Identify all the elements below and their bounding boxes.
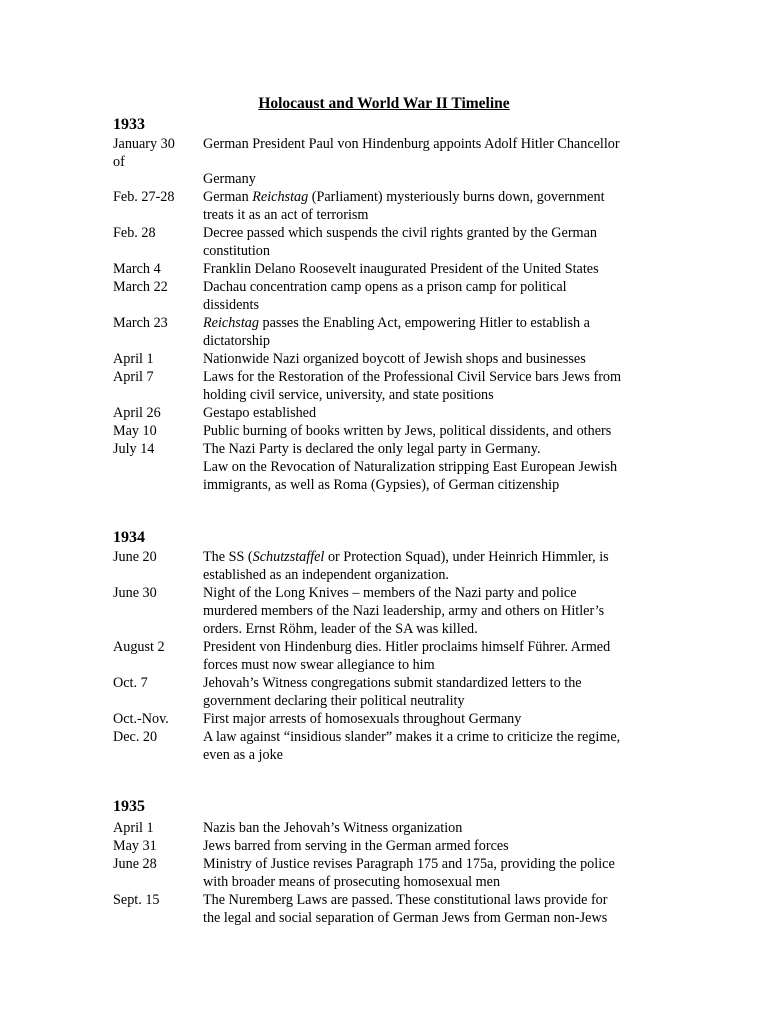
entry-date: June 20: [113, 549, 157, 565]
timeline-entry: [113, 404, 653, 422]
entry-date: April 1: [113, 351, 154, 367]
entry-text: orders. Ernst Röhm, leader of the SA was killed.: [203, 621, 478, 637]
entry-text: constitution: [203, 243, 270, 259]
entry-text: murdered members of the Nazi leadership, army and others on Hitler’s: [203, 603, 605, 619]
entry-date: January 30: [113, 136, 175, 152]
timeline-section-1933: [113, 135, 653, 494]
entry-text: Laws for the Restoration of the Professional Civil Service bars Jews from: [203, 369, 622, 385]
entry-text: immigrants, as well as Roma (Gypsies), of German citizenship: [203, 477, 560, 493]
timeline-section-1935: [113, 819, 653, 927]
entry-text: Dachau concentration camp opens as a prison camp for political: [203, 279, 567, 295]
timeline-entry: [113, 224, 653, 260]
entry-date: Sept. 15: [113, 892, 160, 908]
entry-text: dictatorship: [203, 333, 270, 349]
entry-date: June 28: [113, 856, 157, 872]
timeline-entry: [113, 368, 653, 404]
entry-text: Jehovah’s Witness congregations submit standardized letters to the: [203, 675, 582, 691]
timeline-section-1934: [113, 548, 653, 764]
entry-date: Feb. 28: [113, 225, 156, 241]
year-heading-1933: 1933: [113, 116, 145, 133]
timeline-entry: [113, 674, 653, 710]
entry-text: First major arrests of homosexuals throughout Germany: [203, 711, 522, 727]
entry-text: Reichstag passes the Enabling Act, empowering Hitler to establish a: [203, 315, 590, 331]
timeline-entry: [113, 584, 653, 638]
timeline-entry: [113, 188, 653, 224]
entry-text: dissidents: [203, 297, 259, 313]
entry-date: March 22: [113, 279, 168, 295]
entry-text: German President Paul von Hindenburg appoints Adolf Hitler Chancellor: [203, 136, 620, 152]
entry-text: Germany: [203, 171, 256, 187]
timeline-entry: [113, 153, 653, 171]
entry-text: The SS (Schutzstaffel or Protection Squad), under Heinrich Himmler, is: [203, 549, 609, 565]
document-title: Holocaust and World War II Timeline: [258, 95, 510, 112]
timeline-entry: [113, 855, 653, 891]
entry-text: treats it as an act of terrorism: [203, 207, 369, 223]
entry-text: Public burning of books written by Jews, political dissidents, and others: [203, 423, 612, 439]
timeline-entry: [113, 638, 653, 674]
entry-text: Jews barred from serving in the German armed forces: [203, 838, 509, 854]
timeline-entry: [113, 440, 653, 494]
entry-date: May 31: [113, 838, 157, 854]
entry-date: April 26: [113, 405, 161, 421]
timeline-entry: [113, 710, 653, 728]
entry-text: Nazis ban the Jehovah’s Witness organization: [203, 820, 463, 836]
timeline-entry: [113, 819, 653, 837]
entry-date: March 4: [113, 261, 161, 277]
entry-date: July 14: [113, 441, 155, 457]
timeline-entry: [113, 728, 653, 764]
year-heading-1935: 1935: [113, 798, 145, 815]
timeline-entry: [113, 422, 653, 440]
timeline-entry: [113, 891, 653, 927]
entry-text: German Reichstag (Parliament) mysteriously burns down, government: [203, 189, 605, 205]
entry-text: Night of the Long Knives – members of the Nazi party and police: [203, 585, 577, 601]
entry-date: Oct. 7: [113, 675, 148, 691]
timeline-entry: [113, 260, 653, 278]
timeline-entry: [113, 278, 653, 314]
entry-text: Franklin Delano Roosevelt inaugurated President of the United States: [203, 261, 599, 277]
entry-date: Dec. 20: [113, 729, 158, 745]
entry-date: Oct.-Nov.: [113, 711, 169, 727]
entry-text: government declaring their political neutrality: [203, 693, 465, 709]
entry-text: forces must now swear allegiance to him: [203, 657, 435, 673]
entry-date: June 30: [113, 585, 157, 601]
entry-text: A law against “insidious slander” makes it a crime to criticize the regime,: [203, 729, 621, 745]
entry-date: of: [113, 154, 125, 170]
entry-date: May 10: [113, 423, 157, 439]
entry-text: [203, 153, 653, 171]
entry-text: The Nazi Party is declared the only legal party in Germany.: [203, 441, 541, 457]
entry-date: Feb. 27-28: [113, 189, 175, 205]
entry-text: Decree passed which suspends the civil rights granted by the German: [203, 225, 597, 241]
entry-text: The Nuremberg Laws are passed. These constitutional laws provide for: [203, 892, 608, 908]
entry-date: April 7: [113, 369, 154, 385]
entry-text: with broader means of prosecuting homosexual men: [203, 874, 501, 890]
timeline-entry: [113, 314, 653, 350]
entry-text: Ministry of Justice revises Paragraph 175 and 175a, providing the police: [203, 856, 615, 872]
year-heading-1934: 1934: [113, 529, 145, 546]
entry-text: Law on the Revocation of Naturalization stripping East European Jewish: [203, 459, 618, 475]
entry-text: Gestapo established: [203, 405, 317, 421]
timeline-entry: [113, 170, 653, 188]
entry-text: established as an independent organization.: [203, 567, 449, 583]
entry-date: March 23: [113, 315, 168, 331]
entry-text: holding civil service, university, and state positions: [203, 387, 494, 403]
timeline-entry: [113, 548, 653, 584]
entry-date: August 2: [113, 639, 165, 655]
entry-text: Nationwide Nazi organized boycott of Jewish shops and businesses: [203, 351, 586, 367]
timeline-entry: [113, 837, 653, 855]
entry-text: even as a joke: [203, 747, 283, 763]
entry-text: the legal and social separation of German Jews from German non-Jews: [203, 910, 608, 926]
entry-date: April 1: [113, 820, 154, 836]
timeline-entry: [113, 135, 653, 153]
entry-text: President von Hindenburg dies. Hitler proclaims himself Führer. Armed: [203, 639, 611, 655]
timeline-entry: [113, 350, 653, 368]
